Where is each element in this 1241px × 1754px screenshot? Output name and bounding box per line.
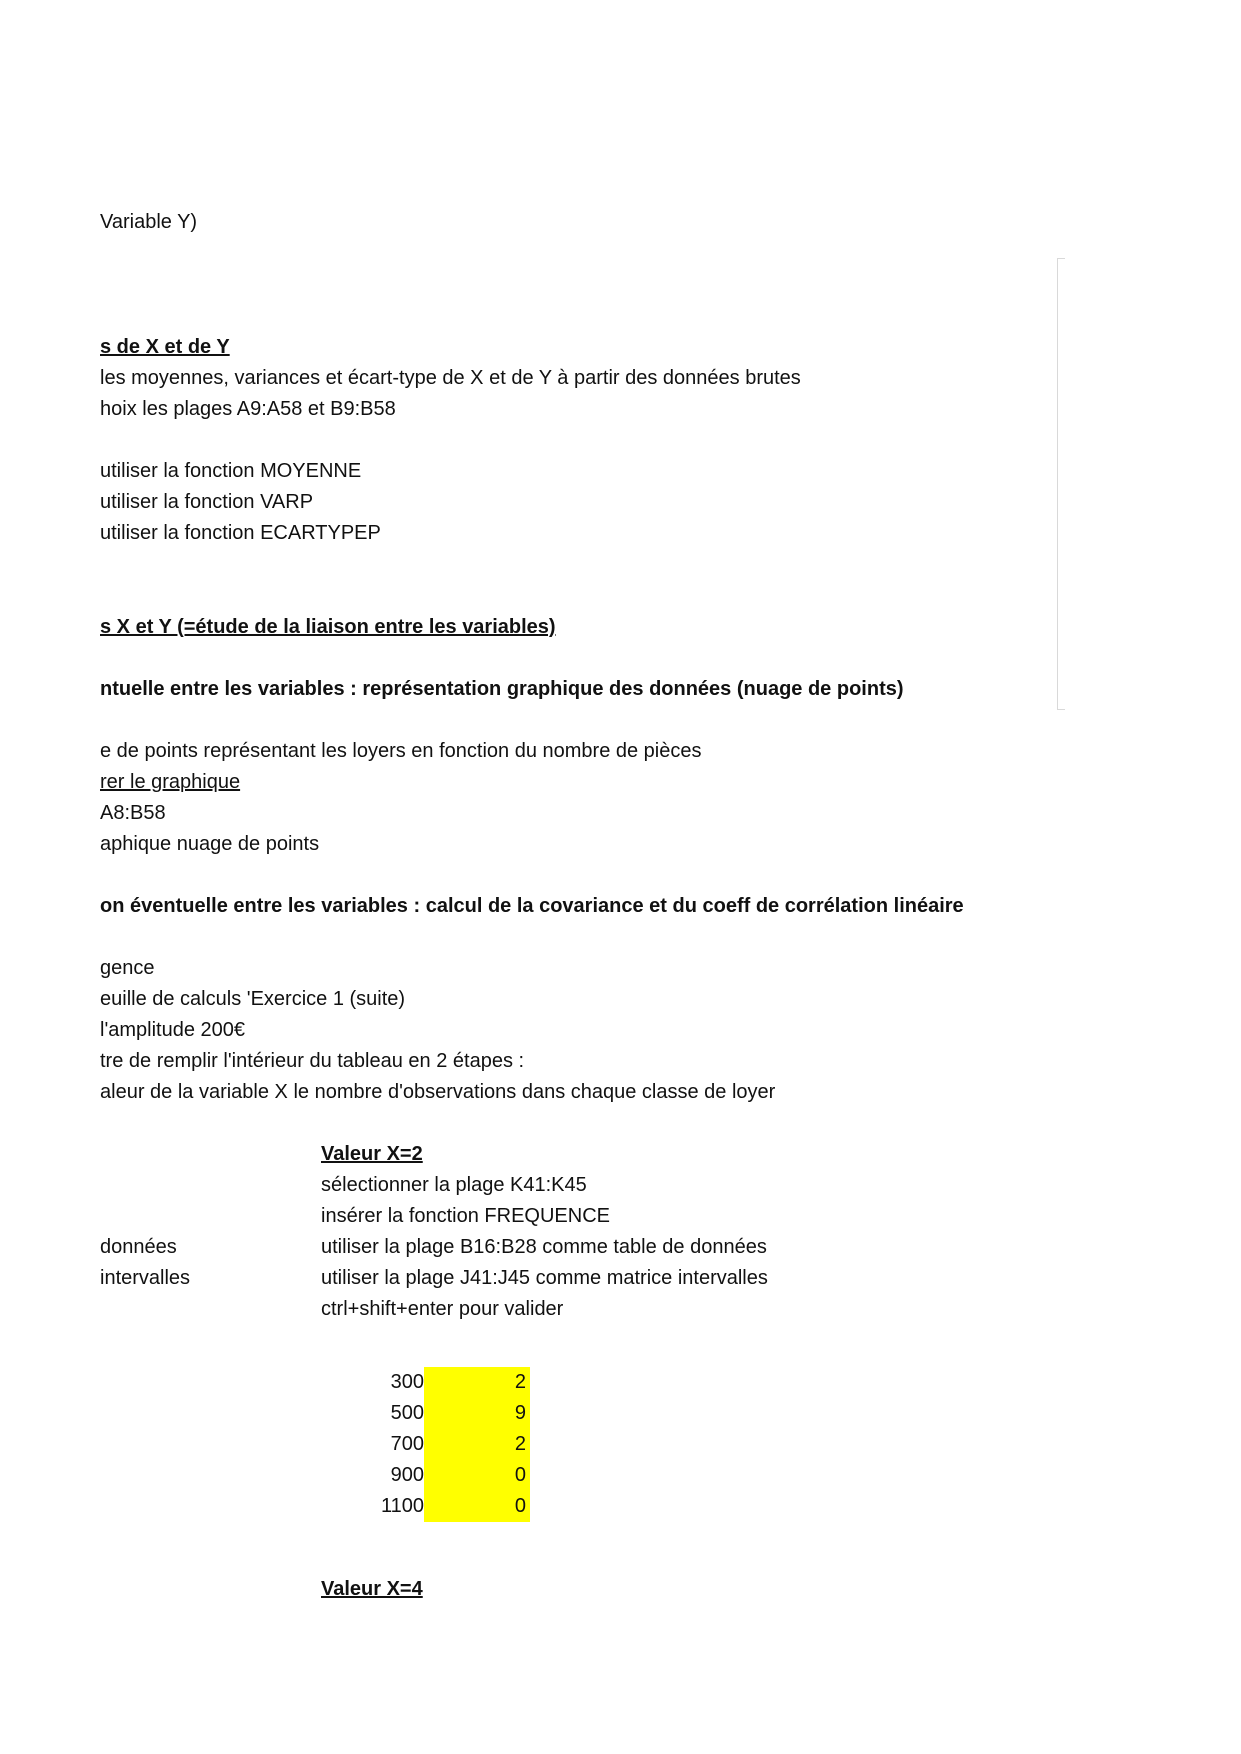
- text-line: données: [100, 1236, 177, 1258]
- step-item: insérer la fonction FREQUENCE: [321, 1205, 610, 1227]
- table-row: [340, 1367, 530, 1398]
- class-limit-cell: 500: [390, 1402, 424, 1424]
- frequency-cell: 9: [424, 1398, 530, 1429]
- steps-heading: Valeur X=2: [321, 1143, 423, 1165]
- class-limit-cell: 300: [390, 1371, 424, 1393]
- text-line: rer le graphique: [100, 771, 241, 793]
- text-line: hoix les plages A9:A58 et B9:B58: [100, 398, 396, 420]
- table-row: [340, 1429, 530, 1460]
- text-line: l'amplitude 200€: [100, 1019, 246, 1041]
- table-row: [340, 1398, 530, 1429]
- subsection-heading: ntuelle entre les variables : représentation graphique des données (nuage de points): [100, 678, 904, 700]
- text-line: aleur de la variable X le nombre d'observations dans chaque classe de loyer: [100, 1081, 776, 1103]
- step-item: utiliser la plage B16:B28 comme table de données: [321, 1236, 767, 1258]
- text-line: tre de remplir l'intérieur du tableau en 2 étapes :: [100, 1050, 525, 1072]
- step-item: ctrl+shift+enter pour valider: [321, 1298, 564, 1320]
- text-line: e de points représentant les loyers en fonction du nombre de pièces: [100, 740, 702, 762]
- text-line: les moyennes, variances et écart-type de X et de Y à partir des données brutes: [100, 367, 801, 389]
- text-line: A8:B58: [100, 802, 166, 824]
- table-row: [340, 1460, 530, 1491]
- frequency-table: [340, 1367, 530, 1522]
- step-item: utiliser la plage J41:J45 comme matrice intervalles: [321, 1267, 768, 1289]
- frequency-cell: 0: [424, 1460, 530, 1491]
- section-heading: s de X et de Y: [100, 336, 230, 358]
- frequency-cell: 2: [424, 1429, 530, 1460]
- comment-bracket: [1057, 258, 1065, 710]
- class-limit-cell: 700: [390, 1433, 424, 1455]
- class-limit-cell: 900: [390, 1464, 424, 1486]
- text-line: aphique nuage de points: [100, 833, 320, 855]
- section-heading: s X et Y (=étude de la liaison entre les variables): [100, 616, 556, 638]
- text-line: utiliser la fonction VARP: [100, 491, 314, 513]
- frequency-cell: 2: [424, 1367, 530, 1398]
- text-line: utiliser la fonction ECARTYPEP: [100, 522, 381, 544]
- next-heading: Valeur X=4: [321, 1578, 423, 1600]
- text-line: Variable Y): [100, 211, 198, 233]
- subsection-heading: on éventuelle entre les variables : calcul de la covariance et du coeff de corrélation linéaire: [100, 895, 964, 917]
- text-line: intervalles: [100, 1267, 191, 1289]
- step-item: sélectionner la plage K41:K45: [321, 1174, 587, 1196]
- text-line: utiliser la fonction MOYENNE: [100, 460, 362, 482]
- table-row: [340, 1491, 530, 1522]
- text-line: euille de calculs 'Exercice 1 (suite): [100, 988, 406, 1010]
- frequency-cell: 0: [424, 1491, 530, 1522]
- class-limit-cell: 1100: [380, 1495, 424, 1517]
- text-line: gence: [100, 957, 155, 979]
